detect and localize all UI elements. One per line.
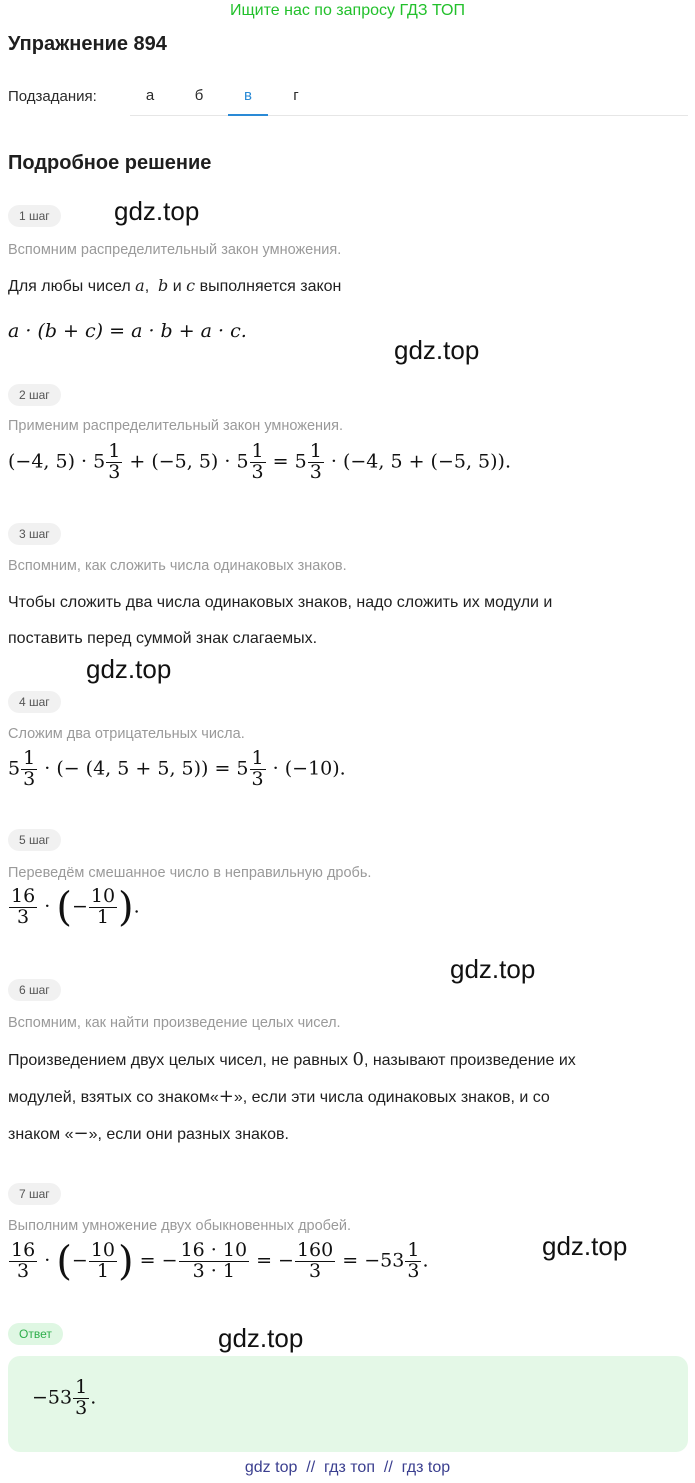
step-badge: 4 шаг [8,691,61,713]
step-badge: 6 шаг [8,979,61,1001]
watermark: gdz.top [114,196,200,226]
answer-badge: Ответ [8,1323,63,1345]
formula: $\frac{16}{3}$ · (− $\frac{10}{1}$ ) = − $\frac{16 \cdot 10}{3 \cdot 1}$ = − $\frac{160}{3}$ = −53 $\frac{1}{3}$ . [11,1238,429,1285]
step-badge: 2 шаг [8,384,61,406]
step-badge: 1 шаг [8,205,61,227]
tab-subtask-b[interactable]: б [194,87,204,104]
step-badge: 7 шаг [8,1183,61,1205]
formula: $\frac{16}{3}$ · (− $\frac{10}{1}$ ). [11,884,140,931]
watermark: gdz.top [218,1323,304,1353]
subtask-tabs [130,78,688,116]
step-badge: 5 шаг [8,829,61,851]
step-text: знаком «−», если они разных знаков. [8,1123,289,1144]
step-hint: Вспомним, как найти произведение целых чисел. [8,1015,341,1031]
watermark: gdz.top [450,954,536,984]
step-hint: Сложим два отрицательных числа. [8,726,245,742]
page-title: Упражнение 894 [8,33,167,55]
watermark: gdz.top [394,335,480,365]
subtasks-label: Подзадания: [8,88,97,105]
search-banner: Ищите нас по запросу ГДЗ ТОП [230,2,465,19]
step-text: Для любы чисел a, b и c выполняется закон [8,276,342,295]
tab-subtask-g[interactable]: г [293,87,299,104]
step-text: Чтобы сложить два числа одинаковых знаков, надо сложить их модули и [8,594,553,611]
formula: a · (b + c) = a · b + a · c. [8,320,247,342]
step-text: модулей, взятых со знаком«+», если эти числа одинаковых знаков, и со [8,1086,550,1107]
step-hint: Вспомним, как сложить числа одинаковых знаков. [8,558,347,574]
formula: (−4, 5) · 5 $\frac{1}{3}$ + (−5, 5) · 5 $\frac{1}{3}$ = 5 $\frac{1}{3}$ · (−4, 5 + (−5, 5)). [8,440,511,483]
answer-value: −53 $\frac{1}{3}$ . [32,1376,97,1419]
step-hint: Вспомним распределительный закон умножения. [8,242,342,258]
watermark: gdz.top [86,654,172,684]
step-hint: Применим распределительный закон умножения. [8,418,344,434]
footer-links[interactable]: gdz top // гдз топ // гдз top [244,1459,451,1476]
step-text: поставить перед суммой знак слагаемых. [8,630,318,647]
section-title: Подробное решение [8,152,212,174]
step-text: Произведением двух целых чисел, не равных 0, называют произведение их [8,1049,576,1070]
step-badge: 3 шаг [8,523,61,545]
step-hint: Выполним умножение двух обыкновенных дробей. [8,1218,352,1234]
answer-box [8,1356,688,1452]
tab-subtask-v[interactable]: в [228,78,268,116]
watermark: gdz.top [542,1231,628,1261]
step-hint: Переведём смешанное число в неправильную дробь. [8,865,372,881]
formula: 5 $\frac{1}{3}$ · (− (4, 5 + 5, 5)) = 5 $\frac{1}{3}$ · (−10). [8,747,346,790]
tab-subtask-a[interactable]: а [145,87,155,104]
